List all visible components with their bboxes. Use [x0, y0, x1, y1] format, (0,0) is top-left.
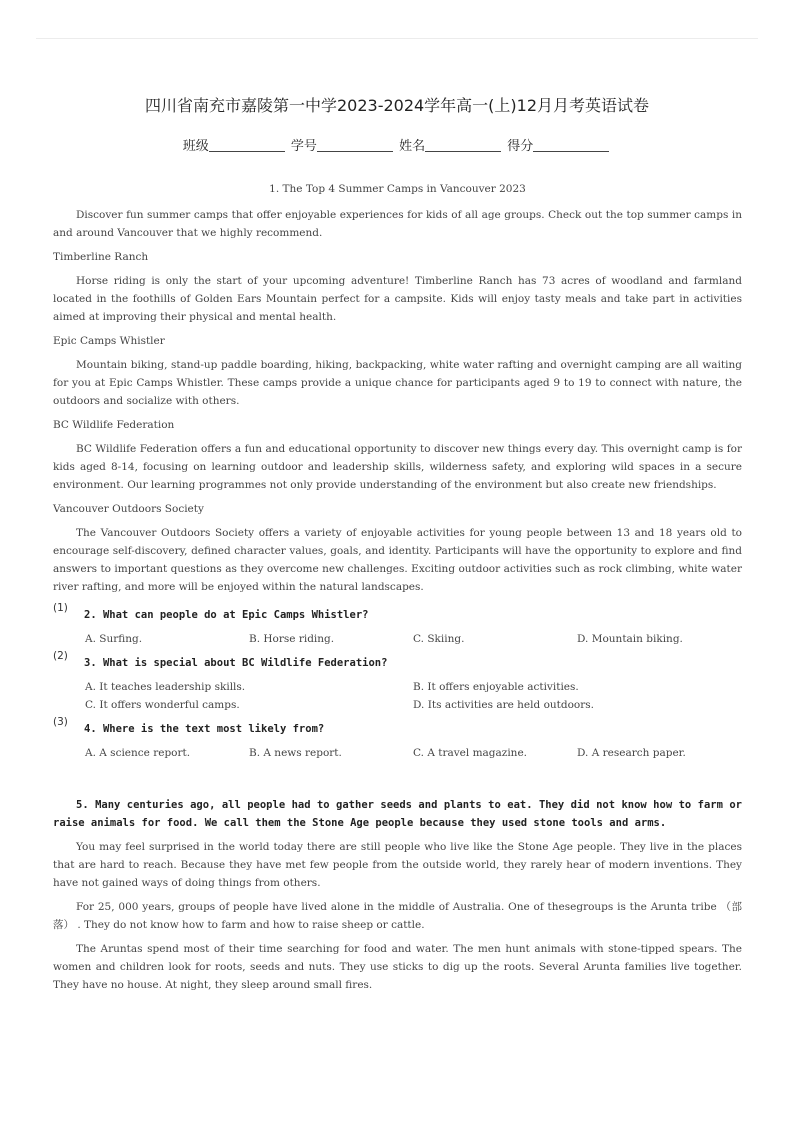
student-id-blank[interactable]: [317, 138, 393, 152]
camp-text-bcwf: BC Wildlife Federation offers a fun and educational opportunity to discover new things every day. This overnight camp is for kids aged 8-14, focusing on learning outdoor and leadership skills, wilderness safety, and exploring wild spaces in a secure environment. Our learning programmes not only provide understanding of the environment but also create new friendships.: [53, 443, 742, 491]
option-a[interactable]: A. A science report.: [85, 747, 191, 759]
question-3-options: [53, 744, 742, 762]
question-text: 3. What is special about BC Wildlife Federation?: [84, 657, 388, 669]
option-d[interactable]: D. Mountain biking.: [577, 633, 683, 645]
camp-text-timberline: Horse riding is only the start of your upcoming adventure! Timberline Ranch has 73 acres of woodland and farmland located in the foothills of Golden Ears Mountain perfect for a campsite. Kids will enjoy tasty meals and take part in activities aimed at improving their physical and mental health.: [53, 275, 742, 323]
camp-heading-vos: Vancouver Outdoors Society: [53, 503, 204, 515]
class-label: 班级: [182, 139, 209, 154]
option-a[interactable]: A. Surfing.: [85, 633, 143, 645]
camp-text-vos: The Vancouver Outdoors Society offers a variety of enjoyable activities for young people between 13 and 18 years old to encourage self-discovery, defined character values, goals, and identity. Participants will have the opportunity to explore and find answers to important questions as they overcome new challenges. Exciting outdoor activities such as rock climbing, white water river rafting, and more will be enjoyed within the natural landscapes.: [53, 527, 742, 593]
camp-heading-epic: Epic Camps Whistler: [53, 335, 165, 347]
option-c[interactable]: C. It offers wonderful camps.: [85, 699, 240, 711]
student-info-line: [0, 135, 794, 154]
option-b[interactable]: B. Horse riding.: [249, 633, 335, 645]
question-number: (3): [53, 716, 68, 728]
passage-2-paragraph: For 25, 000 years, groups of people have lived alone in the middle of Australia. One of thesegroups is the Arunta tribe （部落） . They do not know how to farm and how to raise sheep or cattle.: [53, 901, 742, 931]
page-title: 四川省南充市嘉陵第一中学2023-2024学年高一(上)12月月考英语试卷: [144, 96, 650, 115]
camp-heading-bcwf: BC Wildlife Federation: [53, 419, 175, 431]
score-label: 得分: [507, 139, 534, 154]
name-label: 姓名: [399, 139, 426, 154]
question-3: [53, 716, 742, 738]
class-blank[interactable]: [209, 138, 285, 152]
question-2-options: [53, 678, 742, 714]
option-c[interactable]: C. Skiing.: [413, 633, 465, 645]
exam-content: [53, 180, 742, 1000]
passage-2-paragraph: The Aruntas spend most of their time searching for food and water. The men hunt animals with stone-tipped spears. The women and children look for roots, seeds and nuts. They use sticks to dig up the roots. Several Arunta families live together. They have no house. At night, they sleep around small fires.: [53, 943, 742, 991]
name-blank[interactable]: [425, 138, 501, 152]
passage-2-intro: 5. Many centuries ago, all people had to gather seeds and plants to eat. They did not know how to farm or raise animals for food. We call them the Stone Age people because they used stone tools and arms.: [53, 799, 742, 829]
camp-text-epic: Mountain biking, stand-up paddle boarding, hiking, backpacking, white water rafting and overnight camping are all waiting for you at Epic Camps Whistler. These camps provide a unique chance for participants aged 9 to 19 to connect with nature, the outdoors and socialize with others.: [53, 359, 742, 407]
question-1: [53, 602, 742, 624]
question-1-options: [53, 630, 742, 648]
question-number: (1): [53, 602, 68, 614]
question-2: [53, 650, 742, 672]
camp-heading-timberline: Timberline Ranch: [53, 251, 149, 263]
option-a[interactable]: A. It teaches leadership skills.: [85, 681, 246, 693]
student-id-label: 学号: [290, 139, 317, 154]
passage-2-paragraph: You may feel surprised in the world today there are still people who live like the Stone Age people. They live in the places that are hard to reach. Because they have met few people from the outside world, they rarely hear of modern inventions. They have not gained ways of doing things from others.: [53, 841, 742, 889]
top-divider: [36, 38, 758, 39]
question-text: 4. Where is the text most likely from?: [84, 723, 325, 735]
option-d[interactable]: D. Its activities are held outdoors.: [413, 699, 594, 711]
passage-1-title: 1. The Top 4 Summer Camps in Vancouver 2023: [269, 183, 526, 195]
option-b[interactable]: B. A news report.: [249, 747, 342, 759]
option-b[interactable]: B. It offers enjoyable activities.: [413, 681, 579, 693]
score-blank[interactable]: [533, 138, 609, 152]
question-number: (2): [53, 650, 68, 662]
question-text: 2. What can people do at Epic Camps Whistler?: [84, 609, 369, 621]
option-d[interactable]: D. A research paper.: [577, 747, 686, 759]
passage-1-intro: Discover fun summer camps that offer enjoyable experiences for kids of all age groups. Check out the top summer camps in and around Vancouver that we highly recommend.: [53, 209, 742, 239]
option-c[interactable]: C. A travel magazine.: [413, 747, 527, 759]
